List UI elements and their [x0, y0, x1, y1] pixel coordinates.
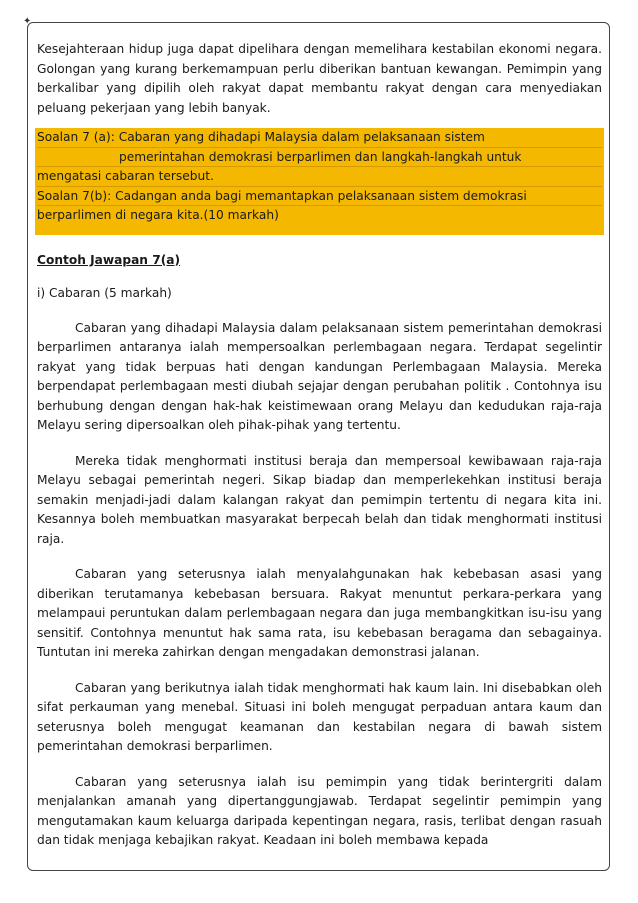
body-paragraph-2: Mereka tidak menghormati institusi beraja dan mempersoal kewibawaan raja-raja Melayu sebagai pemerintah negeri. Sikap biadap dan memperlekehkan institusi beraja semakin menjadi-jadi dalam kalangan rakyat dan pemimpin tertentu di negara kita ini. Kesannya boleh membuatkan masyarakat berpecah belah dan tidak menghormati institusi raja. [37, 453, 602, 546]
question-line-2: pemerintahan demokrasi berparlimen dan langkah-langkah untuk [37, 148, 602, 168]
question-line-5: berparlimen di negara kita.(10 markah) [37, 208, 279, 222]
question-line-1: Soalan 7 (a): Cabaran yang dihadapi Malaysia dalam pelaksanaan sistem [37, 128, 602, 148]
question-line-3: mengatasi cabaran tersebut. [37, 167, 602, 187]
question-line-4: Soalan 7(b): Cadangan anda bagi memantapkan pelaksanaan sistem demokrasi [37, 187, 602, 207]
section-label: i) Cabaran (5 markah) [37, 286, 172, 300]
body-paragraph-1: Cabaran yang dihadapi Malaysia dalam pelaksanaan sistem pemerintahan demokrasi berparlimen antaranya ialah mempersoalkan perlembagaan negara. Terdapat segelintir rakyat yang tidak berpuas hati dengan kandungan Perlembagaan Malaysia. Mereka berpendapat perlembagaan mesti diubah sejajar dengan perubahan politik . Contohnya isu berhubung dengan dengan hak-hak keistimewaan orang Melayu dan kedudukan raja-raja Melayu sering dipersoalkan oleh pihak-pihak yang tertentu. [37, 320, 602, 432]
question-box [35, 128, 604, 235]
corner-ornament-top-left: ✦ [23, 16, 32, 27]
body-paragraph-3: Cabaran yang seterusnya ialah menyalahgunakan hak kebebasan asasi yang diberikan terutamanya kebebasan bersuara. Rakyat menuntut perkara-perkara yang melampaui peruntukan dalam perlembagaan negara dan juga membangkitkan isu-isu yang sensitif. Contohnya menuntut hak sama rata, isu kebebasan beragama dan sebagainya. Tuntutan ini mereka zahirkan dengan mengadakan demonstrasi jalanan. [37, 567, 602, 659]
body-paragraph-4: Cabaran yang berikutnya ialah tidak menghormati hak kaum lain. Ini disebabkan oleh sifat perkauman yang menebal. Situasi ini boleh mengugat perpaduan antara kaum dan seterusnya boleh mengugat keamanan dan kestabilan negara di bawah sistem pemerintahan demokrasi berparlimen. [37, 680, 602, 753]
document-body [37, 40, 602, 851]
answer-heading: Contoh Jawapan 7(a) [37, 252, 181, 267]
body-paragraph-5: Cabaran yang seterusnya ialah isu pemimpin yang tidak berintergriti dalam menjalankan amanah yang dipertanggungjawab. Terdapat segelintir pemimpin yang mengutamakan kaum keluarga daripada kepentingan negara, rasis, terlibat dengan rasuah dan tidak menjaga kebajikan rakyat. Keadaan ini boleh membawa kepada [37, 774, 602, 847]
intro-paragraph: Kesejahteraan hidup juga dapat dipelihara dengan memelihara kestabilan ekonomi negara. Golongan yang kurang berkemampuan perlu diberikan bantuan kewangan. Pemimpin yang berkalibar yang dipilih oleh rakyat dapat membantu rakyat dengan cara menyediakan peluang pekerjaan yang lebih banyak. [37, 42, 602, 115]
